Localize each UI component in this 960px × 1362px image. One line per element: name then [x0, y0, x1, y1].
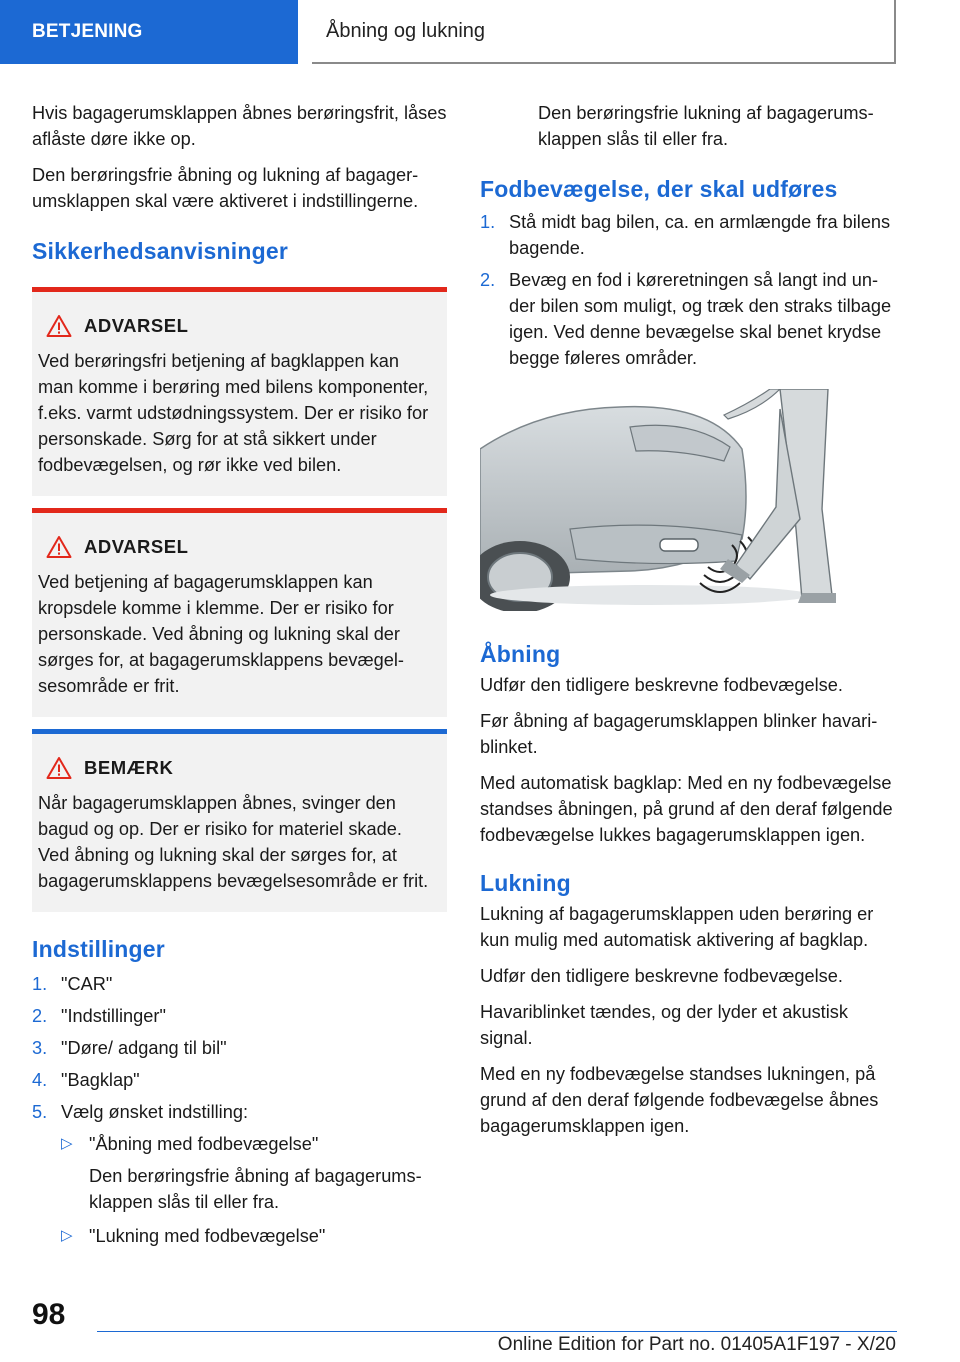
close-option-desc: Den berøringsfrie lukning af bagagerumsklappen slås til eller fra.	[538, 103, 874, 149]
open-paragraph-3: Med automatisk bagklap: Med en ny fodbevægelse standses åbningen, på grund af den deraf følgende fodbevægelse lukkes bagagerumsklappen igen.	[480, 773, 893, 845]
list-item: 1. Stå midt bag bilen, ca. en armlængde fra bilens bagende.	[480, 212, 891, 258]
bullet-triangle-icon: ▷	[61, 1227, 73, 1244]
safety-heading: Sikkerhedsanvisninger	[32, 238, 289, 264]
warning-triangle-icon	[46, 535, 72, 559]
page-number: 98	[32, 1298, 66, 1331]
close-paragraph-4: Med en ny fodbevægelse standses lukningen, på grund af den deraf følgende fodbevægelse åbnes bagagerumsklappen igen.	[480, 1064, 879, 1136]
settings-heading: Indstillinger	[32, 936, 165, 962]
open-paragraph-2: Før åbning af bagagerumsklappen blinker havariblinket.	[480, 711, 878, 757]
list-item: 3. "Døre/ adgang til bil"	[32, 1038, 227, 1058]
note-title: BEMÆRK	[46, 756, 435, 780]
intro-paragraph-1: Hvis bagagerumsklappen åbnes berøringsfrit, låses aflåste døre ikke op.	[32, 103, 447, 149]
warning-body-1: Ved berøringsfri betjening af bagklappen kan man komme i berøring med bilens komponenter, f.eks. varmt udstødningssystem. Der er risiko for personskade. Sørg for at stå sikkert under fodbevægelsen, og rør ikke ved bilen.	[38, 351, 429, 475]
warning-body-2: Ved betjening af bagagerumsklappen kan kropsdele komme i klemme. Der er risiko for personskade. Ved åbning og lukning skal der sørges for, at bagagerumsklappens bevægelsesområde er frit.	[38, 572, 404, 696]
list-item: 2. "Indstillinger"	[32, 1006, 166, 1026]
list-item: 2. Bevæg en fod i køreretningen så langt ind under bilen som muligt, og træk den straks tilbage igen. Ved denne bevægelse skal benet krydse begge føleres områder.	[480, 270, 892, 368]
car-rear-illustration	[480, 389, 836, 611]
motion-steps	[480, 209, 896, 371]
open-heading: Åbning	[480, 641, 561, 667]
close-paragraph-3: Havariblinket tændes, og der lyder et akustisk signal.	[480, 1002, 848, 1048]
note-box	[32, 729, 447, 912]
list-item: 5. Vælg ønsket indstilling:	[32, 1102, 249, 1122]
chapter-title: Åbning og lukning	[312, 0, 896, 64]
settings-steps	[32, 971, 447, 1125]
list-item: 4. "Bagklap"	[32, 1070, 140, 1090]
footer-divider	[97, 1331, 897, 1332]
list-item: 1. "CAR"	[32, 974, 113, 994]
right-column	[480, 100, 896, 1149]
warning-triangle-icon	[46, 314, 72, 338]
note-body: Når bagagerumsklappen åbnes, svinger den bagud og op. Der er risiko for materiel skade. Ved åbning og lukning skal der sørges for, at bagagerumsklappens bevægelsesområde er frit.	[38, 793, 429, 891]
sub-option-open-desc: Den berøringsfrie åbning af bagagerumsklappen slås til eller fra.	[89, 1166, 422, 1212]
edition-note: Online Edition for Part no. 01405A1F197 - X/20	[497, 1334, 896, 1355]
warning-box-1	[32, 287, 447, 496]
bullet-triangle-icon: ▷	[61, 1135, 73, 1152]
warning-box-2	[32, 508, 447, 717]
section-tab: BETJENING	[0, 0, 298, 64]
close-paragraph-2: Udfør den tidligere beskrevne fodbevægelse.	[480, 966, 843, 986]
warning-title-2: ADVARSEL	[46, 535, 435, 559]
sub-option-open: ▷ "Åbning med fodbevægelse"	[61, 1131, 447, 1157]
left-column	[32, 100, 447, 1255]
open-paragraph-1: Udfør den tidligere beskrevne fodbevægelse.	[480, 675, 843, 695]
intro-paragraph-2: Den berøringsfrie åbning og lukning af bagagerumsklappen skal være aktiveret i indstillingerne.	[32, 165, 419, 211]
warning-triangle-icon	[46, 756, 72, 780]
motion-heading: Fodbevægelse, der skal udføres	[480, 176, 838, 202]
foot-gesture-illustration	[480, 389, 836, 611]
sub-option-close: ▷ "Lukning med fodbevægelse"	[61, 1223, 447, 1249]
close-paragraph-1: Lukning af bagagerumsklappen uden berøring er kun mulig med automatisk aktivering af bagklap.	[480, 904, 874, 950]
close-heading: Lukning	[480, 870, 571, 896]
warning-title-1: ADVARSEL	[46, 314, 435, 338]
